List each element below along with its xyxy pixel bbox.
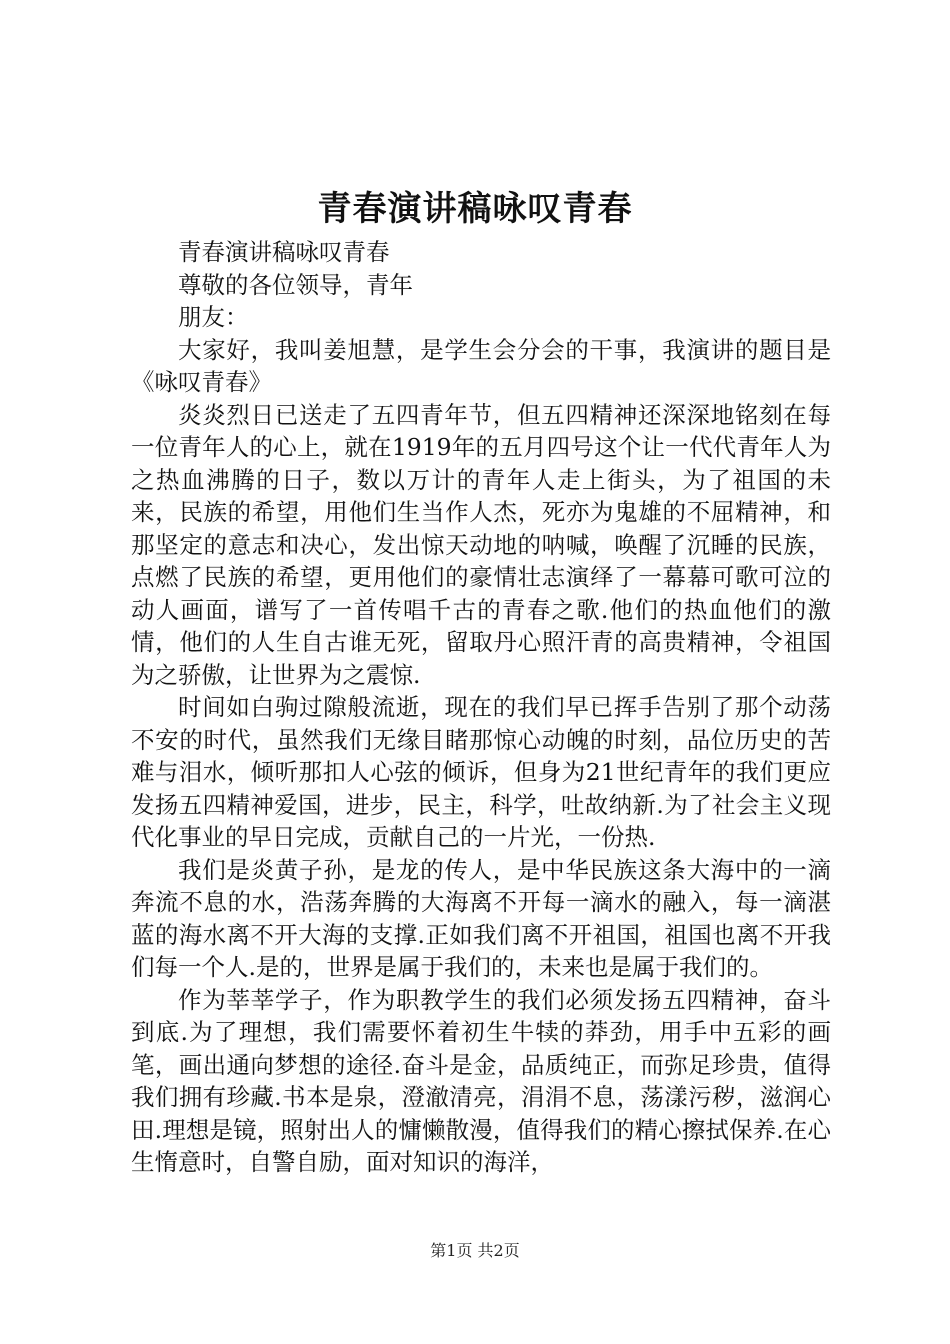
paragraph-body: 时间如白驹过隙般流逝，现在的我们早已挥手告别了那个动荡不安的时代，虽然我们无缘目睹那惊心动魄的时刻，品位历史的苦难与泪水，倾听那扣人心弦的倾诉，但身为21世纪青年的我们更应发扬五四精神爱国，进步，民主，科学，吐故纳新.为了社会主义现代化事业的早日完成，贡献自己的一片光，一份热. (131, 693, 831, 851)
paragraph-body: 我们是炎黄子孙，是龙的传人，是中华民族这条大海中的一滴奔流不息的水，浩荡奔腾的大海离不开每一滴水的融入，每一滴湛蓝的海水离不开大海的支撑.正如我们离不开祖国，祖国也离不开我们每一个人.是的，世界是属于我们的，未来也是属于我们的。 (131, 855, 831, 981)
page-number-footer: 第1页 共2页 (430, 1241, 520, 1260)
paragraph-body: 炎炎烈日已送走了五四青年节，但五四精神还深深地铭刻在每一位青年人的心上，就在1919年的五月四号这个让一代代青年人为之热血沸腾的日子，数以万计的青年人走上街头，为了祖国的未来，民族的希望，用他们生当作人杰，死亦为鬼雄的不屈精神，和那坚定的意志和决心，发出惊天动地的呐喊，唤醒了沉睡的民族，点燃了民族的希望，更用他们的豪情壮志演绎了一幕幕可歌可泣的动人画面，谱写了一首传唱千古的青春之歌.他们的热血他们的激情，他们的人生自古谁无死，留取丹心照汗青的高贵精神，令祖国为之骄傲，让世界为之震惊. (131, 400, 831, 689)
paragraph-body: 作为莘莘学子，作为职教学生的我们必须发扬五四精神，奋斗到底.为了理想，我们需要怀着初生牛犊的莽劲，用手中五彩的画笔，画出通向梦想的途径.奋斗是金，品质纯正，而弥足珍贵，值得我们拥有珍藏.书本是泉，澄澈清亮，涓涓不息，荡漾污秽，滋润心田.理想是镜，照射出人的慵懒散漫，值得我们的精心擦拭保养.在心生惰意时，自警自励，面对知识的海洋， (131, 985, 831, 1176)
paragraph-heading: 青春演讲稿咏叹青春 (178, 238, 390, 266)
document-body (131, 236, 831, 1179)
paragraph-salutation: 尊敬的各位领导，青年 (178, 270, 413, 299)
paragraph-salutation-cont: 朋友： (178, 303, 249, 331)
paragraph-intro: 大家好，我叫姜旭慧，是学生会分会的干事，我演讲的题目是《咏叹青春》 (131, 335, 831, 396)
document-title: 青春演讲稿咏叹青春 (317, 189, 633, 229)
